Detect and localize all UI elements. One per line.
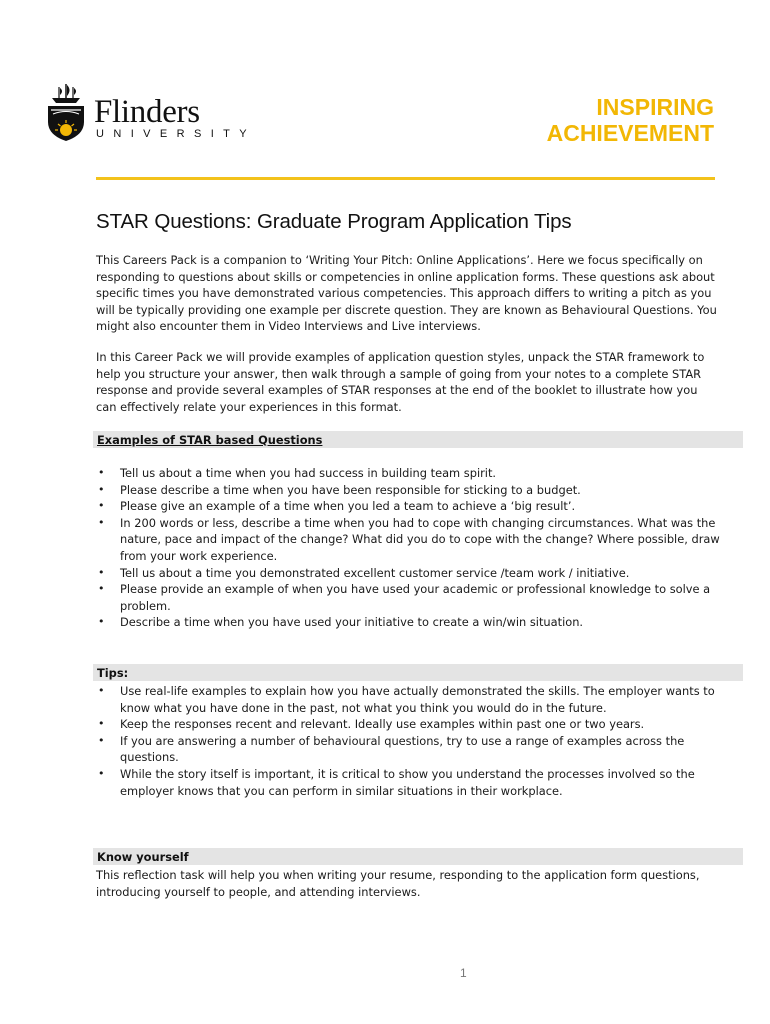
- page-number: 1: [460, 966, 467, 980]
- list-item: • Please provide an example of when you have used your academic or professional knowledge to solve a problem.: [96, 581, 720, 614]
- header-tagline: [547, 94, 714, 146]
- know-yourself-heading-text: Know yourself: [97, 850, 189, 864]
- list-item: • Keep the responses recent and relevant. Ideally use examples within past one or two years.: [96, 716, 720, 733]
- tips-section-heading: [93, 664, 743, 681]
- tagline-line-1: INSPIRING: [596, 94, 714, 120]
- list-item: • While the story itself is important, it is critical to show you understand the processes involved so the employer knows that you can perform in similar situations in their workplace.: [96, 766, 720, 799]
- list-item: • Please describe a time when you have been responsible for sticking to a budget.: [96, 482, 720, 499]
- tagline-line-2: ACHIEVEMENT: [546, 120, 714, 146]
- logo-subtitle: UNIVERSITY: [96, 128, 257, 140]
- university-logo: [44, 80, 257, 146]
- list-item: • Tell us about a time you demonstrated excellent customer service /team work / initiative.: [96, 565, 720, 582]
- list-item: • Describe a time when you have used your initiative to create a win/win situation.: [96, 614, 720, 631]
- list-item: • In 200 words or less, describe a time when you had to cope with changing circumstances. What was the nature, pace and impact of the change? What did you do to cope with the change? Where possible, draw from your work experience.: [96, 515, 720, 565]
- list-item: • If you are answering a number of behavioural questions, try to use a range of examples across the questions.: [96, 733, 720, 766]
- tips-heading-text: Tips:: [97, 666, 129, 680]
- list-item: • Please give an example of a time when you led a team to achieve a ‘big result’.: [96, 498, 720, 515]
- list-item: • Tell us about a time when you had success in building team spirit.: [96, 465, 720, 482]
- know-yourself-section-heading: [93, 848, 743, 865]
- know-yourself-paragraph: This reflection task will help you when writing your resume, responding to the application form questions, introducing yourself to people, and attending interviews.: [96, 868, 700, 899]
- examples-section-heading: [93, 431, 743, 448]
- list-item: • Use real-life examples to explain how you have actually demonstrated the skills. The employer wants to know what you have done in the past, not what you think you would do in the future.: [96, 683, 720, 716]
- header-divider: [96, 177, 715, 180]
- tips-list: [96, 683, 720, 799]
- intro-paragraph-2: In this Career Pack we will provide examples of application question styles, unpack the STAR framework to help you structure your answer, then walk through a sample of going from your notes to a complete STAR response and provide several examples of STAR responses at the end of the booklet to illustrate how you can effectively relate your experiences in this format.: [96, 350, 705, 414]
- intro-paragraph-1: This Careers Pack is a companion to ‘Writing Your Pitch: Online Applications’. Here we focus specifically on responding to questions about skills or competencies in online application forms. These questions ask about specific times you have demonstrated various competencies. This approach differs to writing a pitch as you will be typically providing one example per discrete question. They are known as Behavioural Questions. You might also encounter them in Video Interviews and Live interviews.: [96, 253, 717, 334]
- university-crest-icon: [44, 80, 88, 142]
- examples-heading-text: Examples of STAR based Questions: [97, 433, 323, 447]
- examples-list: [96, 465, 720, 631]
- document-title: STAR Questions: Graduate Program Application Tips: [96, 210, 572, 233]
- logo-wordmark: Flinders: [94, 94, 200, 130]
